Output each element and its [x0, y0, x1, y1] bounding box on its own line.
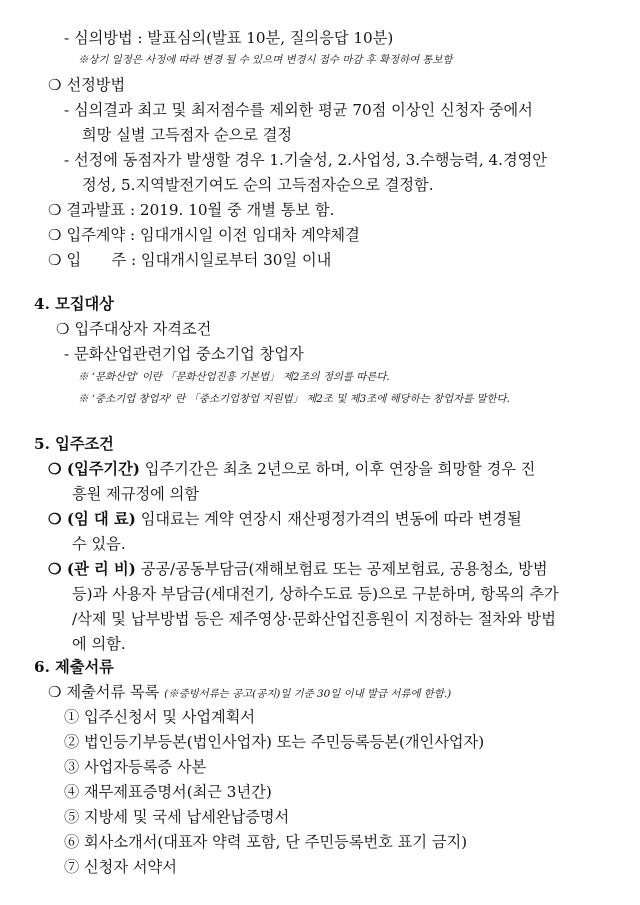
documents-validity-note: (※증빙서류는 공고(공지)일 기준 30일 이내 발급 서류에 한함.) [164, 688, 452, 700]
qualification-title: ❍ 입주대상자 자격조건 [56, 320, 212, 338]
move-in-contract: ❍ 입주계약 : 임대개시일 이전 임대차 계약체결 [48, 226, 360, 244]
section-6-heading: 6. 제출서류 [34, 658, 114, 676]
fee-label: ❍ (관 리 비) [48, 560, 136, 578]
period-label: ❍ (입주기간) [48, 460, 140, 478]
fee-line-4: 에 의함. [72, 635, 126, 653]
culture-industry-note: ※ ‘문화산업’ 이란 「문화산업진흥 기본법」 제2조의 정의를 따른다. [78, 371, 390, 383]
document-item-4: ④ 재무제표증명서(최근 3년간) [64, 783, 272, 801]
section-4-heading: 4. 모집대상 [34, 295, 114, 313]
selection-rule-2a: - 선정에 동점자가 발생할 경우 1.기술성, 2.사업성, 3.수행능력, 4.경영안 [64, 151, 547, 169]
selection-method-title: ❍ 선정방법 [48, 76, 126, 94]
documents-title-text: ❍ 제출서류 목록 [48, 683, 160, 701]
section-5-heading: 5. 입주조건 [34, 435, 114, 453]
result-announcement: ❍ 결과발표 : 2019. 10월 중 개별 통보 함. [48, 201, 335, 219]
fee-text: 공공/공동부담금(재해보험료 또는 공제보험료, 공용청소, 방범 [135, 560, 548, 578]
document-item-5: ⑤ 지방세 및 국세 납세완납증명서 [64, 808, 290, 826]
fee-line-2: 등)과 사용자 부담금(세대전기, 상하수도료 등)으로 구분하며, 항목의 추가 [72, 585, 559, 603]
move-in-deadline: ❍ 입 주 : 임대개시일로부터 30일 이내 [48, 251, 332, 269]
document-item-3: ③ 사업자등록증 사본 [64, 758, 207, 776]
document-item-2: ② 법인등기부등본(법인사업자) 또는 주민등록등본(개인사업자) [64, 733, 485, 751]
target-company: - 문화산업관련기업 중소기업 창업자 [64, 345, 304, 363]
document-item-6: ⑥ 회사소개서(대표자 약력 포함, 단 주민등록번호 표기 금지) [64, 833, 468, 851]
period-text: 입주기간은 최초 2년으로 하며, 이후 연장을 희망할 경우 진 [139, 460, 536, 478]
fee-line-1 [48, 559, 548, 579]
document-item-7: ⑦ 신청자 서약서 [64, 858, 177, 876]
rent-text: 임대료는 계약 연장시 재산평정가격의 변동에 따라 변경될 [135, 510, 522, 528]
fee-line-3: /삭제 및 납부방법 등은 제주영상·문화산업진흥원이 지정하는 절차와 방법 [72, 610, 556, 628]
period-line-2: 흥원 제규정에 의함 [72, 485, 200, 503]
deliberation-method: - 심의방법 : 발표심의(발표 10분, 질의응답 10분) [64, 29, 394, 47]
rent-line-1 [48, 509, 522, 529]
selection-rule-1a: - 심의결과 최고 및 최저점수를 제외한 평균 70점 이상인 신청자 중에서 [64, 101, 533, 119]
deliberation-note: ※상기 일정은 사정에 따라 변경 될 수 있으며 변경시 접수 마감 후 확정하여 통보함 [78, 54, 453, 66]
document-item-1: ① 입주신청서 및 사업계획서 [64, 708, 256, 726]
rent-label: ❍ (임 대 료) [48, 510, 136, 528]
selection-rule-2b: 정성, 5.지역발전기여도 순의 고득점자순으로 결정함. [82, 176, 434, 194]
selection-rule-1b: 희망 실별 고득점자 순으로 결정 [82, 126, 293, 144]
period-line-1 [48, 459, 535, 479]
documents-list-title [48, 682, 451, 704]
startup-definition-note: ※ ‘중소기업 창업자’ 란 「중소기업창업 지원법」 제2조 및 제3조에 해당하는 창업자를 말한다. [78, 393, 510, 405]
rent-line-2: 수 있음. [72, 535, 126, 553]
